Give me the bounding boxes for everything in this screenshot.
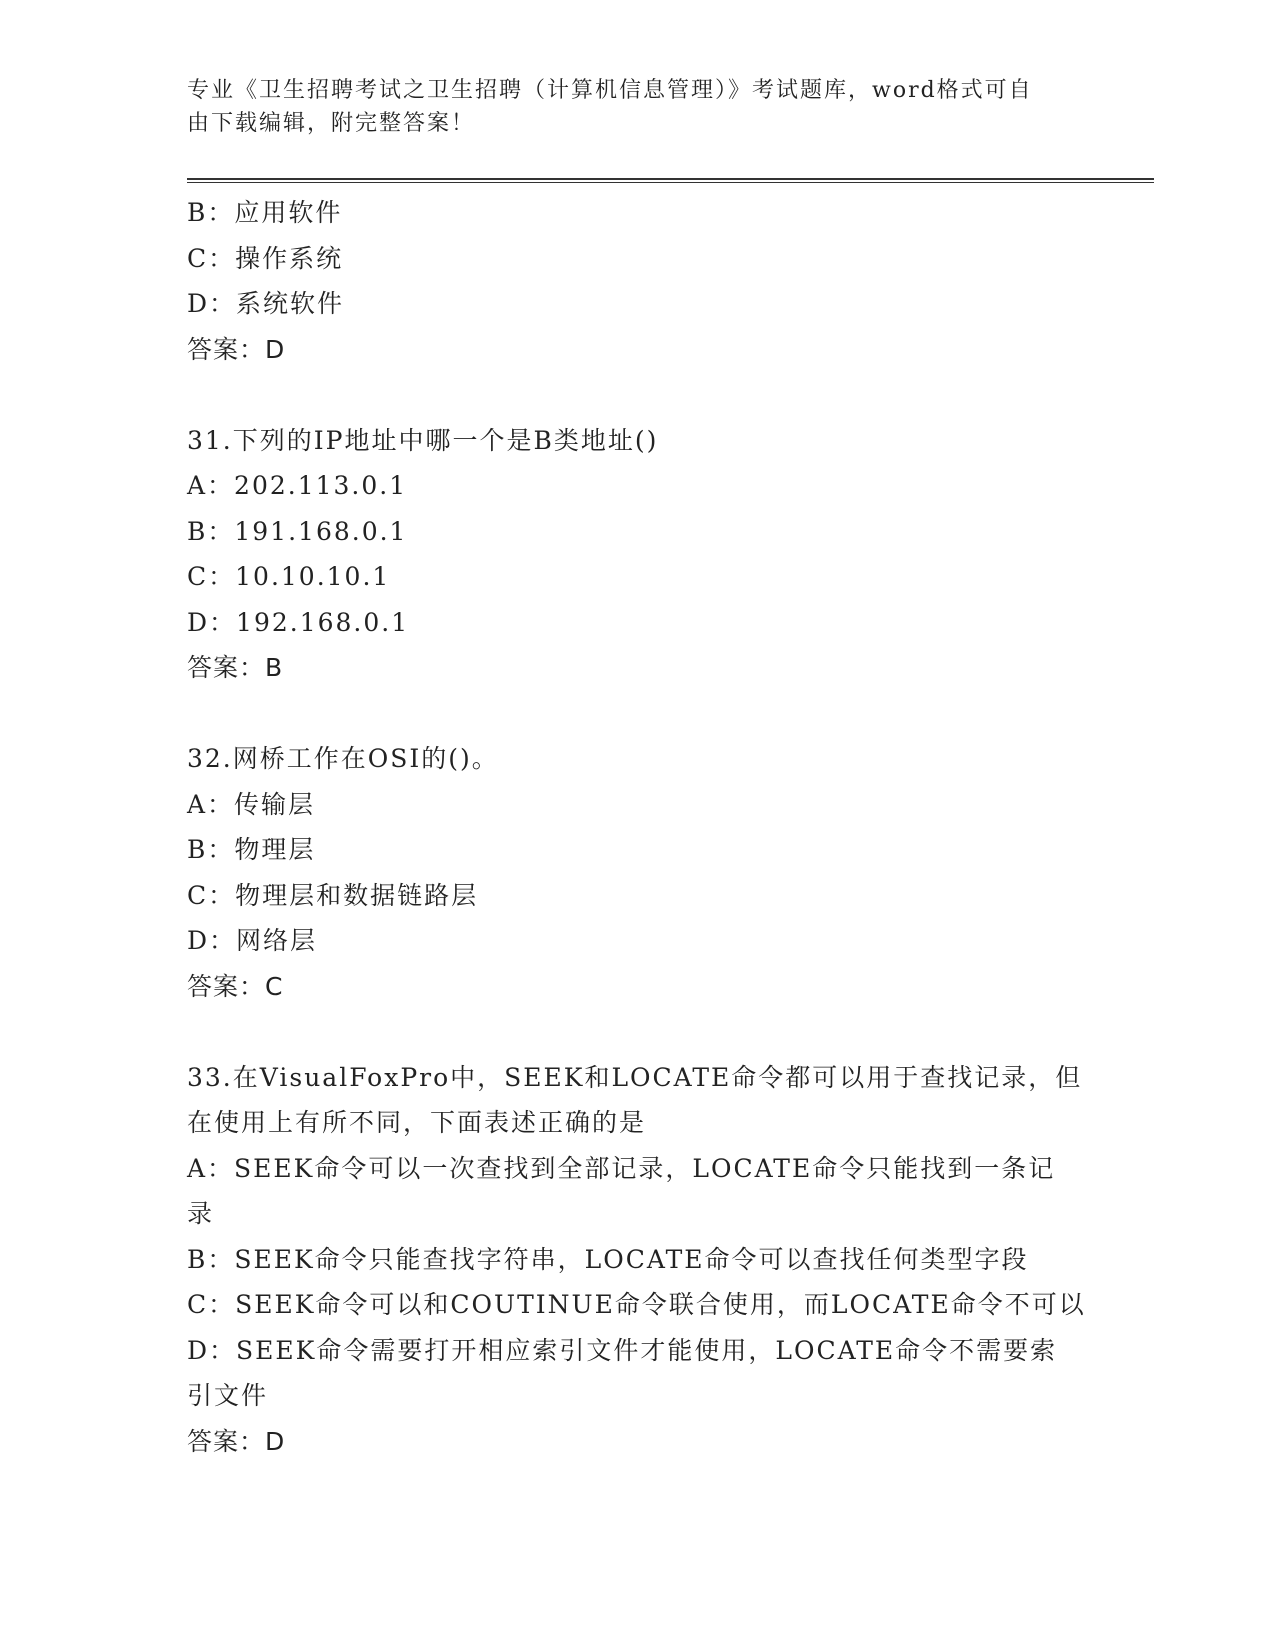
header-line-2: 由下载编辑，附完整答案！ [187, 111, 476, 136]
option-d: D：192.168.0.1 [187, 607, 410, 637]
answer-line: 答案：D [187, 1426, 286, 1456]
option-a-line-2: 录 [187, 1199, 215, 1228]
question-text-line-1: 33.在VisualFoxPro中，SEEK和LOCATE命令都可以用于查找记录，但 [187, 1062, 1083, 1092]
header-line-1: 专业《卫生招聘考试之卫生招聘（计算机信息管理）》考试题库，word格式可自 [187, 78, 1033, 103]
spacer [187, 691, 1087, 737]
question-block-30 [187, 190, 1087, 372]
answer-line: 答案：B [187, 653, 284, 682]
answer-line: 答案：C [187, 971, 284, 1001]
option-d-line-1: D：SEEK命令需要打开相应索引文件才能使用，LOCATE命令不需要索 [187, 1335, 1058, 1365]
option-c: C：SEEK命令可以和COUTINUE命令联合使用，而LOCATE命令不可以 [187, 1290, 1086, 1319]
spacer [187, 1009, 1087, 1055]
question-block-32 [187, 736, 1087, 1009]
answer-line: 答案：D [187, 334, 286, 364]
option-a: A：202.113.0.1 [187, 471, 408, 500]
question-block-33 [187, 1055, 1087, 1465]
option-b: B：SEEK命令只能查找字符串，LOCATE命令可以查找任何类型字段 [187, 1244, 1029, 1274]
option-a-line-1: A：SEEK命令可以一次查找到全部记录，LOCATE命令只能找到一条记 [187, 1153, 1056, 1183]
option-d: D：系统软件 [187, 289, 345, 318]
document-header [187, 74, 1087, 140]
option-b: B：物理层 [187, 835, 316, 864]
option-a: A：传输层 [187, 789, 316, 819]
question-text: 31.下列的IP地址中哪一个是B类地址() [187, 425, 659, 455]
header-divider [187, 178, 1154, 183]
option-c: C：物理层和数据链路层 [187, 880, 479, 910]
option-b: B：191.168.0.1 [187, 516, 408, 546]
option-b: B：应用软件 [187, 198, 343, 227]
option-c: C：10.10.10.1 [187, 562, 391, 591]
question-text: 32.网桥工作在OSI的()。 [187, 744, 499, 773]
question-list [187, 190, 1087, 1464]
option-d: D：网络层 [187, 926, 318, 955]
option-c: C：操作系统 [187, 243, 344, 273]
question-block-31 [187, 418, 1087, 691]
question-text-line-2: 在使用上有所不同，下面表述正确的是 [187, 1108, 647, 1137]
spacer [187, 372, 1087, 418]
option-d-line-2: 引文件 [187, 1381, 269, 1410]
